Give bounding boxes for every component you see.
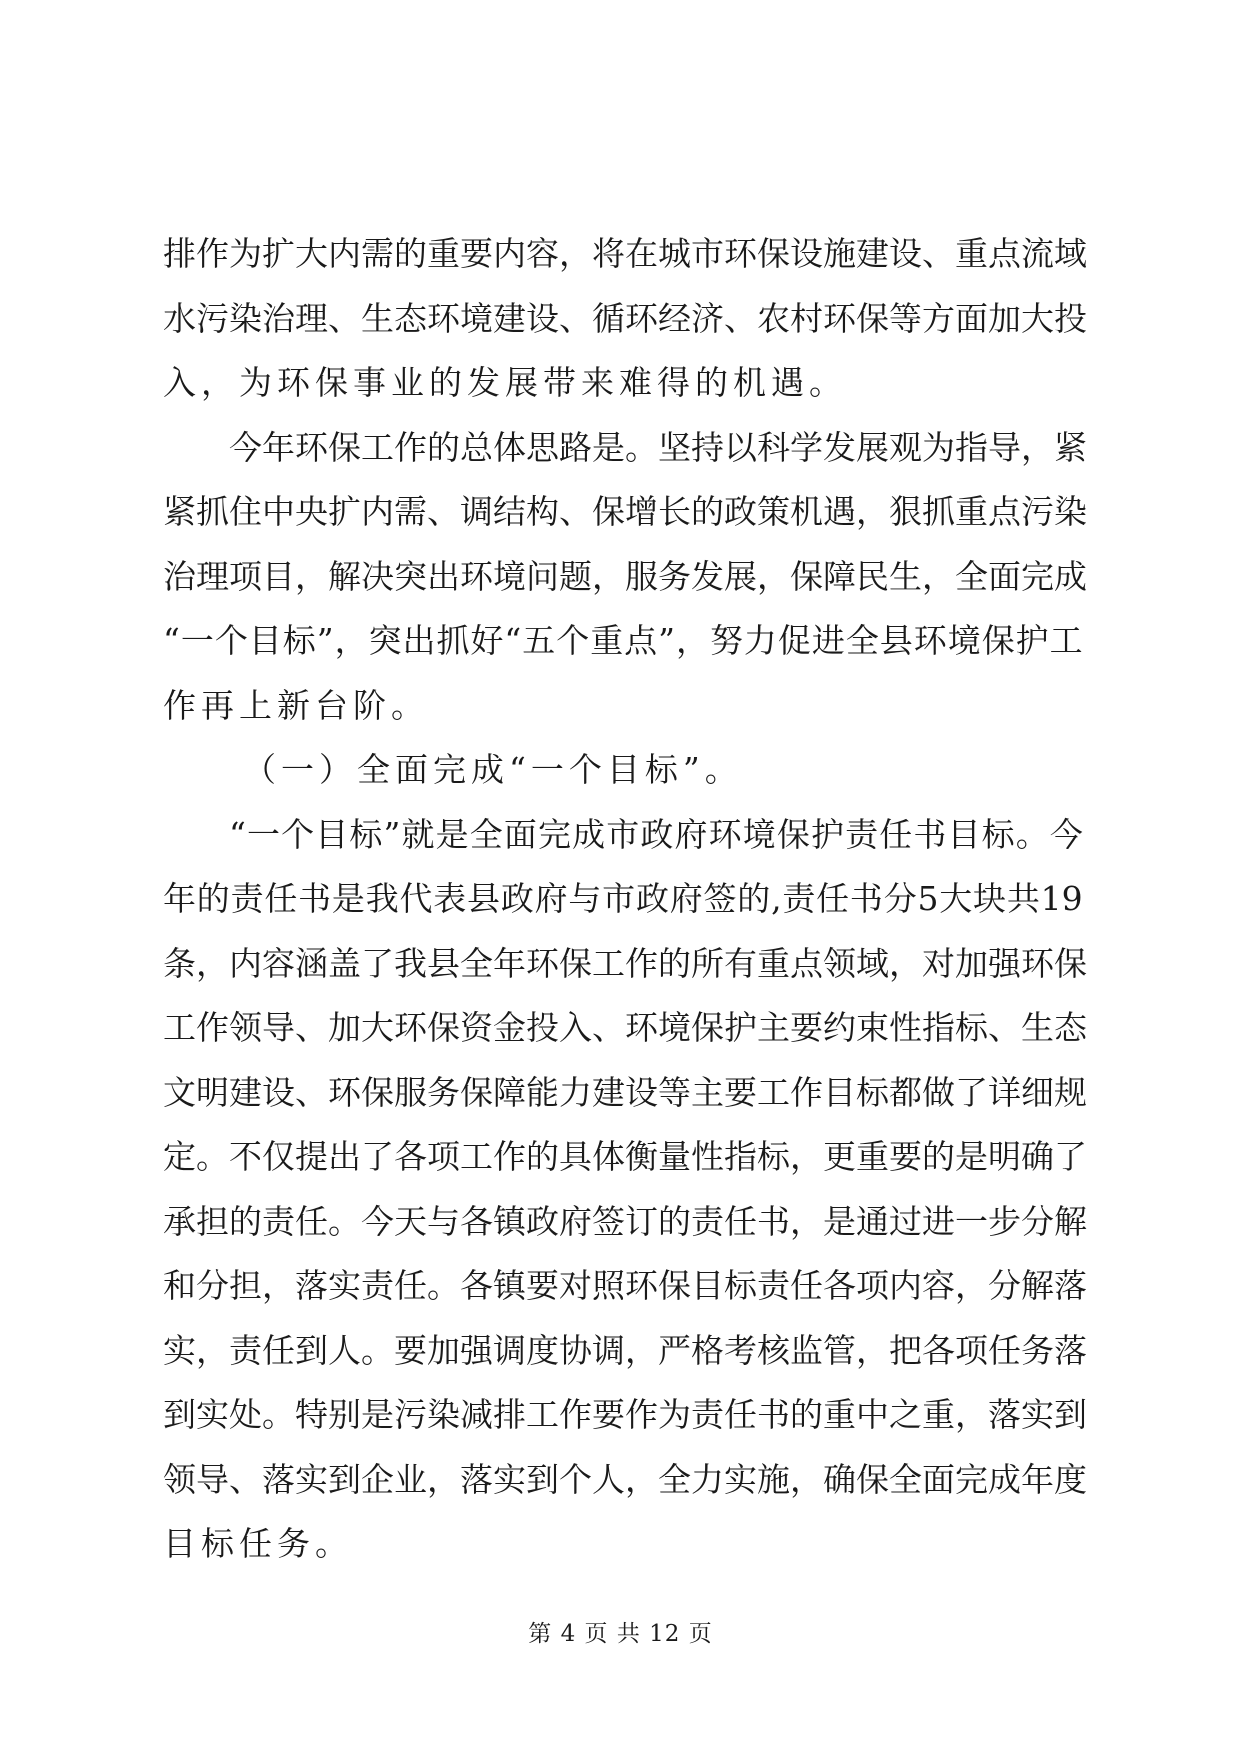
text-line: 紧 抓 住 中 央 扩 内 需 、 调 结 构 、 保 增 长 的 政 策 机 遇 ， 狠 抓 重 点 污 染 xyxy=(163,492,1087,531)
text-line: 入，为环保事业的发展带来难得的机遇。 xyxy=(163,363,847,402)
text-line: 水 污 染 治 理 、 生 态 环 境 建 设 、 循 环 经 济 、 农 村 环 保 等 方 面 加 大 投 xyxy=(163,298,1087,338)
text-line: 治 理 项 目 ， 解 决 突 出 环 境 问 题 ， 服 务 发 展 ， 保 障 民 生 ， 全 面 完 成 xyxy=(163,556,1087,596)
text-line: 文 明 建 设 、 环 保 服 务 保 障 能 力 建 设 等 主 要 工 作 目 标 都 做 了 详 细 规 xyxy=(163,1072,1087,1112)
text-line: 领 导 、 落 实 到 企 业 ， 落 实 到 个 人 ， 全 力 实 施 ， 确 保 全 面 完 成 年 度 xyxy=(163,1459,1087,1499)
text-line: 作再上新台阶。 xyxy=(163,685,429,725)
text-line: 和 分 担 ， 落 实 责 任 。 各 镇 要 对 照 环 保 目 标 责 任 各 项 内 容 ， 分 解 落 xyxy=(163,1266,1087,1305)
text-line: 今 年 环 保 工 作 的 总 体 思 路 是 。 坚 持 以 科 学 发 展 观 为 指 导 ， 紧 xyxy=(229,427,1087,467)
text-line: 目标任务。 xyxy=(163,1524,353,1563)
text-line: （一）全面完成“一个目标”。 xyxy=(243,750,743,789)
text-line: 到 实 处 。 特 别 是 污 染 减 排 工 作 要 作 为 责 任 书 的 重 中 之 重 ， 落 实 到 xyxy=(163,1395,1087,1434)
document-body xyxy=(163,222,1087,1577)
text-line: 承 担 的 责 任 。 今 天 与 各 镇 政 府 签 订 的 责 任 书 ， 是 通 过 进 一 步 分 解 xyxy=(163,1201,1087,1241)
text-line: “ 一 个 目 标 ” 就 是 全 面 完 成 市 政 府 环 境 保 护 责 任 书 目 标 。 今 xyxy=(229,814,1083,854)
text-line: “ 一 个 目 标 ” ， 突 出 抓 好 “ 五 个 重 点 ” ， 努 力 促 进 全 县 环 境 保 护 工 xyxy=(163,621,1083,660)
text-line: 年 的 责 任 书 是 我 代 表 县 政 府 与 市 政 府 签 的 , 责 任 书 分 5 大 块 共 19 xyxy=(163,879,1083,918)
text-line: 定 。 不 仅 提 出 了 各 项 工 作 的 具 体 衡 量 性 指 标 ， 更 重 要 的 是 明 确 了 xyxy=(163,1137,1087,1176)
text-line: 工 作 领 导 、 加 大 环 保 资 金 投 入 、 环 境 保 护 主 要 约 束 性 指 标 、 生 态 xyxy=(163,1008,1087,1047)
page-footer xyxy=(0,1615,1241,1648)
text-line: 条 ， 内 容 涵 盖 了 我 县 全 年 环 保 工 作 的 所 有 重 点 领 域 ， 对 加 强 环 保 xyxy=(163,943,1087,983)
page-number-indicator: 第 4 页 共 12 页 xyxy=(528,1621,713,1647)
text-line: 排 作 为 扩 大 内 需 的 重 要 内 容 ， 将 在 城 市 环 保 设 施 建 设 、 重 点 流 域 xyxy=(163,234,1087,273)
text-line: 实 ， 责 任 到 人 。 要 加 强 调 度 协 调 ， 严 格 考 核 监 管 ， 把 各 项 任 务 落 xyxy=(163,1330,1087,1370)
